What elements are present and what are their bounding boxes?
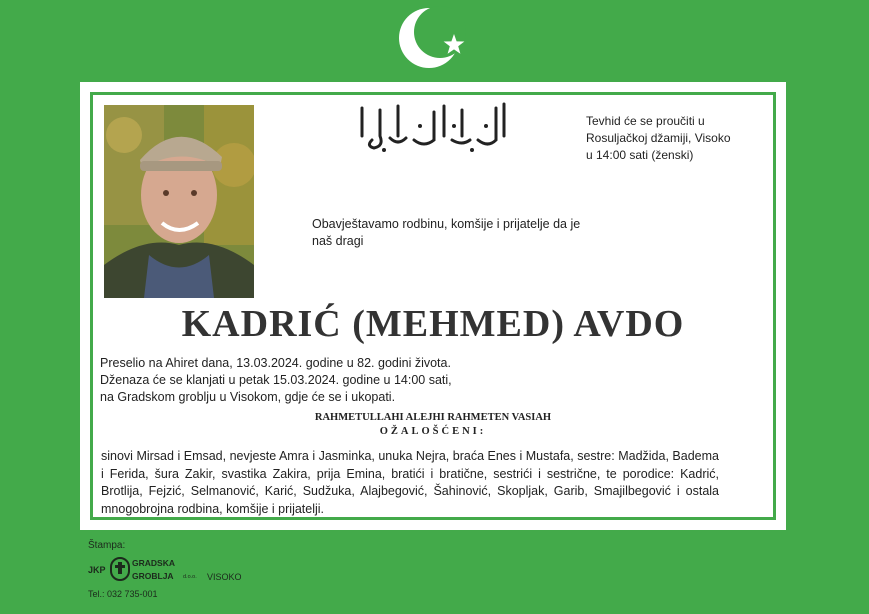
printer-name-line-2: GROBLJA — [132, 571, 174, 581]
printer-info — [88, 540, 268, 610]
funeral-details — [100, 355, 520, 406]
deceased-name: KADRIĆ (MEHMED) AVDO — [181, 303, 685, 345]
mourners-list: sinovi Mirsad i Emsad, nevjeste Amra i Jasminka, unuka Nejra, braća Enes i Mustafa, sestre: Madžida, Badema i Ferida, šura Zakir, svastika Zakira, prija Emina, bratići i bratične, sestrići i sestrične, te porodice: Kadrić, Brotlija, Fejzić, Selmanović, Karić, Sudžuka, Alajbegović, Šahinović, Skopljak, Garib, Smajilbegović i ostala mnogobrojna rodbina, komšije i prijatelji. — [101, 449, 719, 516]
tevhid-info — [586, 113, 766, 164]
mourners-heading: OŽALOŠĆENI: — [379, 426, 487, 437]
printer-prefix: JKP — [88, 565, 106, 575]
announcement-line-1: Obavještavamo rodbinu, komšije i prijatelje da je — [312, 217, 581, 231]
details-line-1: Preselio na Ahiret dana, 13.03.2024. godine u 82. godini života. — [100, 356, 451, 370]
announcement-line-2: naš dragi — [312, 234, 364, 248]
deceased-photo — [104, 105, 254, 298]
crescent-star-icon — [398, 4, 470, 70]
tevhid-line-3: u 14:00 sati (ženski) — [586, 148, 694, 162]
printer-name-line-1: GRADSKA — [132, 558, 175, 568]
printer-phone: Tel.: 032 735-001 — [88, 589, 158, 599]
printer-logo-icon — [110, 557, 130, 586]
tevhid-line-1: Tevhid će se proučiti u — [586, 114, 705, 128]
printer-city: VISOKO — [207, 572, 242, 582]
details-line-3: na Gradskom groblju u Visokom, gdje će se i ukopati. — [100, 390, 396, 404]
announcement — [312, 216, 612, 250]
prayer-line: RAHMETULLAHI ALEJHI RAHMETEN VASIAH — [314, 412, 552, 423]
arabic-calligraphy — [354, 96, 512, 156]
tevhid-line-2: Rosuljačkoj džamiji, Visoko — [586, 131, 731, 145]
printer-suffix: d.o.o. — [183, 574, 197, 580]
details-line-2: Dženaza će se klanjati u petak 15.03.2024. godine u 14:00 sati, — [100, 373, 452, 387]
printer-label: Štampa: — [88, 540, 126, 551]
